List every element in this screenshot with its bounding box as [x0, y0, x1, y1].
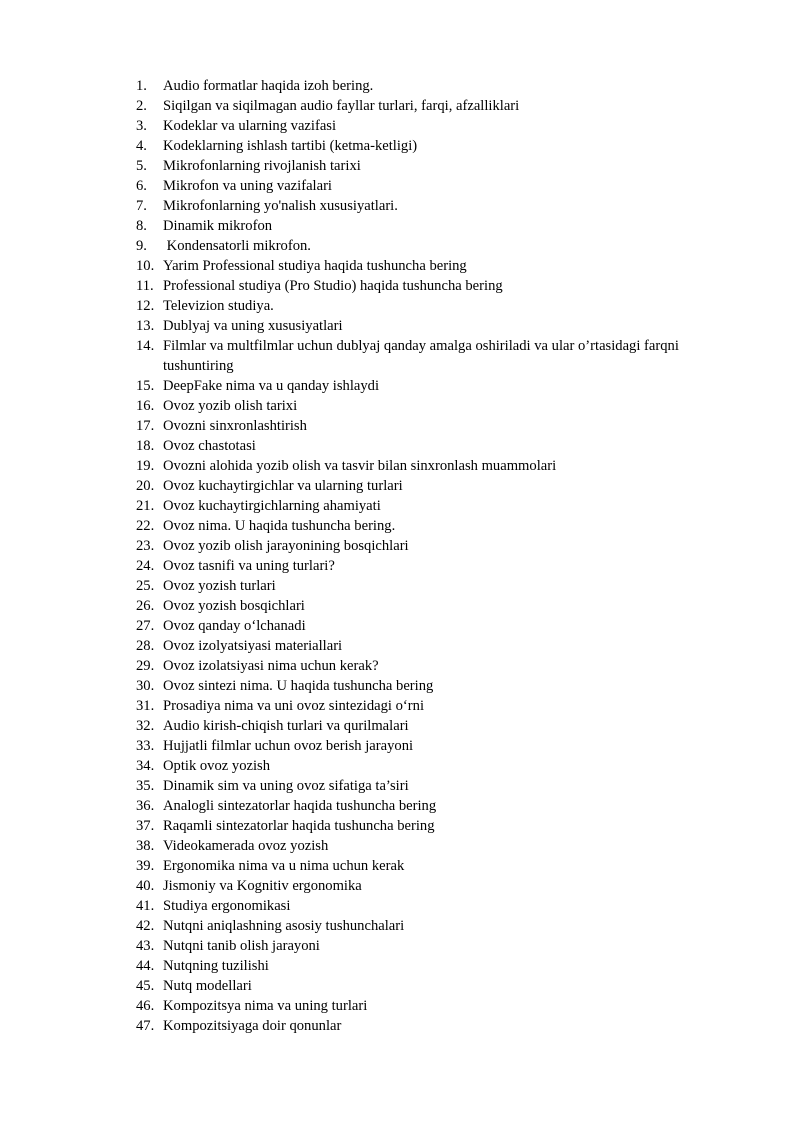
- question-number: 39.: [136, 858, 155, 874]
- question-text: Professional studiya (Pro Studio) haqida tushuncha bering: [163, 278, 503, 294]
- question-item: [136, 116, 746, 136]
- question-text: Mikrofonlarning yo'nalish xususiyatlari.: [163, 198, 398, 214]
- question-number: 24.: [136, 558, 155, 574]
- question-text: Ovoz chastotasi: [163, 438, 256, 454]
- question-text: Ovoz yozish turlari: [163, 578, 276, 594]
- question-number: 10.: [136, 258, 155, 274]
- question-text: Mikrofonlarning rivojlanish tarixi: [163, 158, 361, 174]
- question-item: [136, 296, 746, 316]
- question-text: Ovoz tasnifi va uning turlari?: [163, 558, 335, 574]
- question-item: [136, 496, 746, 516]
- question-item: [136, 1016, 746, 1036]
- question-number: 43.: [136, 938, 155, 954]
- question-text: Dinamik sim va uning ovoz sifatiga ta’siri: [163, 778, 409, 794]
- question-text: Videokamerada ovoz yozish: [163, 838, 329, 854]
- question-item: [136, 416, 746, 436]
- question-text: Televizion studiya.: [163, 298, 274, 314]
- question-text: Ovozni sinxronlashtirish: [163, 418, 307, 434]
- question-text: Ovoz yozib olish tarixi: [163, 398, 298, 414]
- question-text: Siqilgan va siqilmagan audio fayllar turlari, farqi, afzalliklari: [163, 98, 520, 114]
- question-text: Kodeklarning ishlash tartibi (ketma-ketligi): [163, 138, 418, 154]
- question-item: [136, 156, 746, 176]
- question-text: Ovoz izolatsiyasi nima uchun kerak?: [163, 658, 379, 674]
- question-number: 23.: [136, 538, 155, 554]
- question-item: [136, 396, 746, 416]
- question-text: Ovoz nima. U haqida tushuncha bering.: [163, 518, 396, 534]
- question-item: [136, 536, 746, 556]
- question-item: [136, 276, 746, 296]
- question-item: [136, 856, 746, 876]
- question-text: Dublyaj va uning xususiyatlari: [163, 318, 343, 334]
- question-item: [136, 756, 746, 776]
- question-item: [136, 676, 746, 696]
- question-item: [136, 336, 746, 376]
- question-text: Ovoz kuchaytirgichlar va ularning turlari: [163, 478, 403, 494]
- question-number: 27.: [136, 618, 155, 634]
- question-text: Mikrofon va uning vazifalari: [163, 178, 332, 194]
- question-text: Kompozitsya nima va uning turlari: [163, 998, 368, 1014]
- question-item: [136, 736, 746, 756]
- question-number: 29.: [136, 658, 155, 674]
- question-text: Ergonomika nima va u nima uchun kerak: [163, 858, 405, 874]
- question-number: 6.: [136, 178, 147, 194]
- question-text: Yarim Professional studiya haqida tushuncha bering: [163, 258, 467, 274]
- question-text: Ovoz qanday o‘lchanadi: [163, 618, 306, 634]
- question-text: Prosadiya nima va uni ovoz sintezidagi o‘rni: [163, 698, 425, 714]
- question-item: [136, 576, 746, 596]
- question-text: Kodeklar va ularning vazifasi: [163, 118, 337, 134]
- question-item: [136, 716, 746, 736]
- question-number: 44.: [136, 958, 155, 974]
- question-item: [136, 176, 746, 196]
- question-text: Analogli sintezatorlar haqida tushuncha bering: [163, 798, 437, 814]
- question-item: [136, 696, 746, 716]
- question-item: [136, 316, 746, 336]
- question-number: 31.: [136, 698, 155, 714]
- question-item: [136, 436, 746, 456]
- question-number: 5.: [136, 158, 147, 174]
- question-number: 47.: [136, 1018, 155, 1034]
- question-text: Jismoniy va Kognitiv ergonomika: [163, 878, 362, 894]
- question-item: [136, 136, 746, 156]
- question-text: Hujjatli filmlar uchun ovoz berish jarayoni: [163, 738, 414, 754]
- question-number: 26.: [136, 598, 155, 614]
- question-text: Kondensatorli mikrofon.: [163, 238, 311, 254]
- question-number: 34.: [136, 758, 155, 774]
- question-number: 45.: [136, 978, 155, 994]
- question-item: [136, 96, 746, 116]
- question-number: 38.: [136, 838, 155, 854]
- question-number: 18.: [136, 438, 155, 454]
- question-item: [136, 76, 746, 96]
- question-text: Dinamik mikrofon: [163, 218, 273, 234]
- question-list: [136, 76, 746, 1036]
- question-item: [136, 796, 746, 816]
- question-number: 17.: [136, 418, 155, 434]
- question-item: [136, 816, 746, 836]
- question-text: Nutqni tanib olish jarayoni: [163, 938, 320, 954]
- question-number: 21.: [136, 498, 155, 514]
- question-number: 42.: [136, 918, 155, 934]
- question-text: DeepFake nima va u qanday ishlaydi: [163, 378, 380, 394]
- question-text: Nutqning tuzilishi: [163, 958, 269, 974]
- question-number: 25.: [136, 578, 155, 594]
- question-item: [136, 936, 746, 956]
- question-number: 2.: [136, 98, 147, 114]
- question-number: 41.: [136, 898, 155, 914]
- question-number: 12.: [136, 298, 155, 314]
- question-text: Ovoz izolyatsiyasi materiallari: [163, 638, 343, 654]
- question-item: [136, 556, 746, 576]
- question-number: 46.: [136, 998, 155, 1014]
- question-number: 7.: [136, 198, 147, 214]
- question-item: [136, 836, 746, 856]
- question-text: Optik ovoz yozish: [163, 758, 271, 774]
- question-number: 28.: [136, 638, 155, 654]
- question-item: [136, 196, 746, 216]
- question-text: Raqamli sintezatorlar haqida tushuncha bering: [163, 818, 435, 834]
- question-number: 40.: [136, 878, 155, 894]
- question-number: 15.: [136, 378, 155, 394]
- question-number: 32.: [136, 718, 155, 734]
- question-text: Ovoz sintezi nima. U haqida tushuncha bering: [163, 678, 434, 694]
- question-text: Audio formatlar haqida izoh bering.: [163, 78, 374, 94]
- question-number: 35.: [136, 778, 155, 794]
- question-item: [136, 616, 746, 636]
- question-number: 36.: [136, 798, 155, 814]
- question-item: [136, 636, 746, 656]
- question-number: 11.: [136, 278, 154, 294]
- question-number: 22.: [136, 518, 155, 534]
- question-text: Filmlar va multfilmlar uchun dublyaj qanday amalga oshiriladi va ular o’rtasidagi farqni tushuntiring: [163, 338, 683, 374]
- question-number: 1.: [136, 78, 147, 94]
- question-item: [136, 256, 746, 276]
- question-item: [136, 596, 746, 616]
- question-text: Ovoz yozish bosqichlari: [163, 598, 305, 614]
- question-number: 19.: [136, 458, 155, 474]
- question-number: 16.: [136, 398, 155, 414]
- question-text: Kompozitsiyaga doir qonunlar: [163, 1018, 342, 1034]
- question-item: [136, 976, 746, 996]
- question-number: 33.: [136, 738, 155, 754]
- question-number: 20.: [136, 478, 155, 494]
- question-item: [136, 376, 746, 396]
- question-number: 14.: [136, 338, 155, 354]
- question-number: 3.: [136, 118, 147, 134]
- question-number: 30.: [136, 678, 155, 694]
- question-text: Nutqni aniqlashning asosiy tushunchalari: [163, 918, 405, 934]
- question-text: Studiya ergonomikasi: [163, 898, 291, 914]
- question-item: [136, 516, 746, 536]
- question-item: [136, 896, 746, 916]
- question-item: [136, 876, 746, 896]
- question-item: [136, 456, 746, 476]
- question-item: [136, 656, 746, 676]
- question-number: 4.: [136, 138, 147, 154]
- question-text: Audio kirish-chiqish turlari va qurilmalari: [163, 718, 409, 734]
- question-item: [136, 996, 746, 1016]
- question-number: 37.: [136, 818, 155, 834]
- question-item: [136, 916, 746, 936]
- question-number: 9.: [136, 238, 147, 254]
- question-item: [136, 476, 746, 496]
- question-number: 8.: [136, 218, 147, 234]
- question-item: [136, 236, 746, 256]
- question-number: 13.: [136, 318, 155, 334]
- question-text: Nutq modellari: [163, 978, 252, 994]
- question-text: Ovozni alohida yozib olish va tasvir bilan sinxronlash muammolari: [163, 458, 557, 474]
- question-text: Ovoz kuchaytirgichlarning ahamiyati: [163, 498, 381, 514]
- question-item: [136, 956, 746, 976]
- question-text: Ovoz yozib olish jarayonining bosqichlari: [163, 538, 409, 554]
- question-item: [136, 216, 746, 236]
- question-item: [136, 776, 746, 796]
